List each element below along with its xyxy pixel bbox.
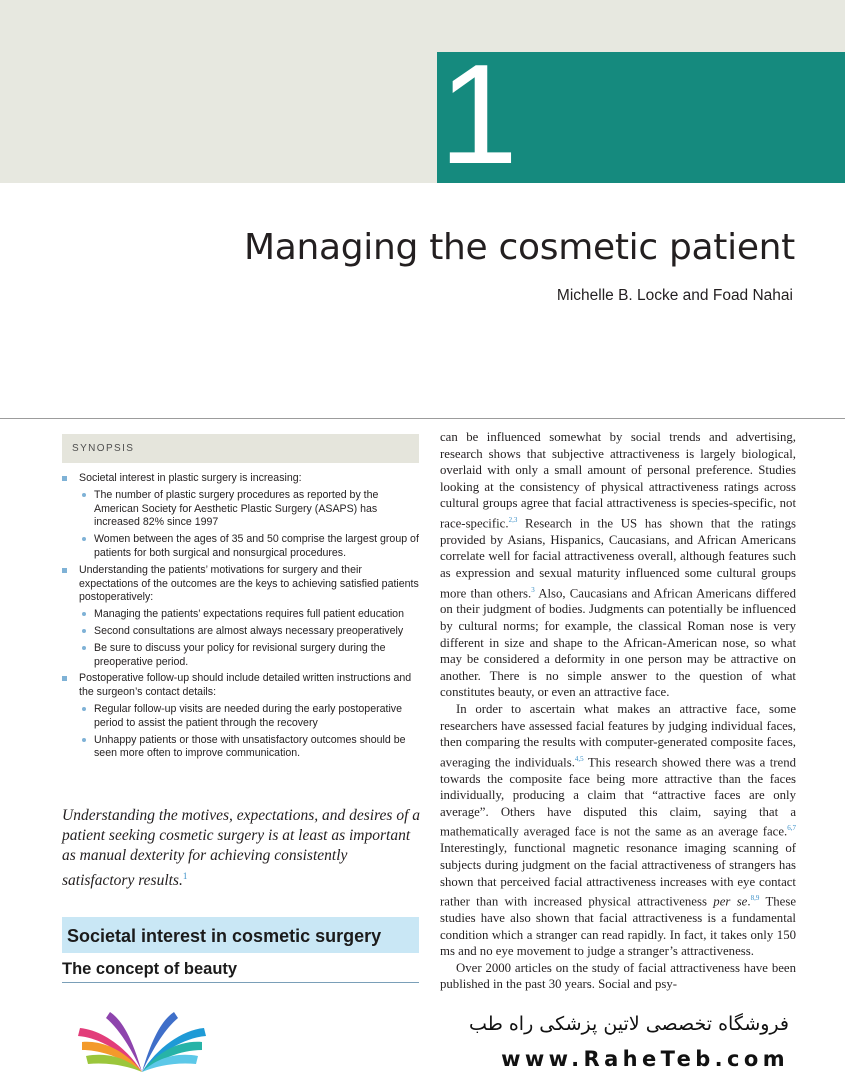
dot-bullet-icon [82, 612, 86, 616]
synopsis-heading: SYNOPSIS [62, 434, 419, 463]
synopsis-subitem-text: Regular follow-up visits are needed during the early postoperative period to assist the patient through the recovery [94, 702, 402, 729]
footer-url-link[interactable]: www.RaheTeb.com [501, 1047, 789, 1071]
synopsis-item-text: Societal interest in plastic surgery is increasing: [79, 472, 302, 484]
synopsis-subitem [79, 703, 419, 731]
synopsis-subitem [79, 533, 419, 561]
body-text-run: Also, Caucasians and African Americans differed on their judgment of bodies. Judgments can potentially be influenced by cultural norms; for example, the classical Roman nose is very different in size and shape to the African-American nose, so what may be considered a deformity in one person may be attractive on another. There is no simple answer to the question of what constitutes beauty, or even an attractive face. [440, 585, 796, 700]
synopsis-subitem-text: The number of plastic surgery procedures as reported by the American Society for Aesthetic Plastic Surgery (ASAPS) has increased 82% since 1997 [94, 488, 379, 529]
synopsis-subitem [79, 625, 419, 639]
body-paragraph [440, 701, 796, 960]
synopsis-item-text: Postoperative follow-up should include detailed written instructions and the surgeon’s contact details: [79, 672, 412, 699]
body-paragraph: Over 2000 articles on the study of facial attractiveness have been published in the past 30 years. Social and psy- [440, 960, 796, 992]
body-text-run: Research in the US has shown that the ratings provided by Asians, Hispanics, Caucasians, and African Americans correlate well for facial attractiveness overall, although features such as expression and sexual maturity influenced some cultural groups more than others. [440, 516, 796, 600]
subsection-heading: The concept of beauty [62, 960, 238, 978]
epigraph-reference[interactable]: 1 [182, 871, 188, 881]
dot-bullet-icon [82, 629, 86, 633]
body-text-run: Interestingly, functional magnetic resonance imaging scanning of subjects during judgment on the facial attractiveness of strangers has shown that perceived facial attractiveness increases with eye contact rather than with increased physical attractiveness [440, 841, 796, 909]
footer-store-name: فروشگاه تخصصی لاتین پزشکی راه طب [469, 1013, 789, 1035]
body-text-run: In order to ascertain what makes an attractive face, some researchers have assessed facial features by judging individual faces, then comparing the results with computer-generated composite faces, averaging the individuals. [440, 702, 796, 770]
body-text-run: . [747, 894, 751, 909]
open-book-logo-icon [72, 1008, 212, 1078]
citation-reference[interactable]: 8,9 [750, 894, 760, 903]
dot-bullet-icon [82, 537, 86, 541]
body-text-column [440, 429, 796, 994]
square-bullet-icon [62, 568, 67, 573]
synopsis-sublist [79, 489, 419, 561]
citation-reference[interactable]: 6,7 [787, 824, 796, 833]
synopsis-subitem [79, 642, 419, 670]
dot-bullet-icon [82, 646, 86, 650]
body-text-run: can be influenced somewhat by social trends and advertising, research shows that subjective attractiveness is largely biological, overlaid with only a small amount of personal preference. Studies looking at the consistency of physical attractiveness ratings across cultural groups agree that facial attractiveness is species-specific, not race-specific. [440, 430, 796, 531]
synopsis-item [62, 472, 419, 561]
synopsis-subitem-text: Be sure to discuss your policy for revisional surgery during the preoperative period. [94, 641, 386, 668]
synopsis-item [62, 564, 419, 670]
synopsis-item-text: Understanding the patients’ motivations for surgery and their expectations of the outcomes are the keys to achieving satisfied patients postoperatively: [79, 563, 419, 604]
citation-reference[interactable]: 2,3 [508, 515, 518, 524]
citation-reference[interactable]: 4,5 [574, 754, 584, 763]
synopsis-subitem-text: Second consultations are almost always necessary preoperatively [94, 624, 404, 637]
body-text-run: This research showed there was a trend towards the composite face being more attractive than the faces individually, producing a claim that “attractive faces are only average”. Others have disputed this claim, saying that a mathematically averaged face is not the same as an average face. [440, 755, 796, 839]
body-text-run: These studies have also shown that facial attractiveness is a fundamental condition which a stranger can read rapidly. In fact, it takes only 150 ms and no eye movement to judge a stranger’s attractiveness. [440, 894, 796, 959]
dot-bullet-icon [82, 738, 86, 742]
square-bullet-icon [62, 476, 67, 481]
dot-bullet-icon [82, 707, 86, 711]
chapter-number-box [437, 52, 845, 183]
square-bullet-icon [62, 676, 67, 681]
synopsis-subitem-text: Managing the patients’ expectations requires full patient education [94, 608, 404, 621]
epigraph-text: Understanding the motives, expectations, and desires of a patient seeking cosmetic surgery is at least as important as manual dexterity for achieving consistently satisfactory results. [62, 807, 421, 890]
synopsis-sublist [79, 703, 419, 761]
synopsis-item [62, 672, 419, 761]
dot-bullet-icon [82, 493, 86, 497]
citation-reference[interactable]: 3 [531, 585, 535, 594]
chapter-number: 1 [439, 52, 514, 183]
chapter-title: Managing the cosmetic patient [243, 227, 795, 268]
section-heading: Societal interest in cosmetic surgery [67, 926, 382, 946]
synopsis-subitem [79, 734, 419, 762]
synopsis-subitem-text: Unhappy patients or those with unsatisfactory outcomes should be seen more often to improve communication. [94, 733, 406, 760]
italic-term: per se [713, 894, 748, 909]
synopsis-subitem [79, 489, 419, 530]
section-heading-band [62, 917, 419, 953]
synopsis-subitem [79, 608, 419, 622]
synopsis-sublist [79, 608, 419, 669]
body-paragraph [440, 429, 796, 701]
synopsis-box [62, 434, 419, 796]
subsection-divider [62, 982, 419, 983]
chapter-authors: Michelle B. Locke and Foad Nahai [556, 287, 793, 304]
synopsis-subitem-text: Women between the ages of 35 and 50 comprise the largest group of patients for both surgical and nonsurgical procedures. [94, 533, 419, 559]
epigraph-quote [62, 806, 422, 891]
synopsis-list [62, 472, 419, 761]
header-divider [0, 418, 845, 419]
